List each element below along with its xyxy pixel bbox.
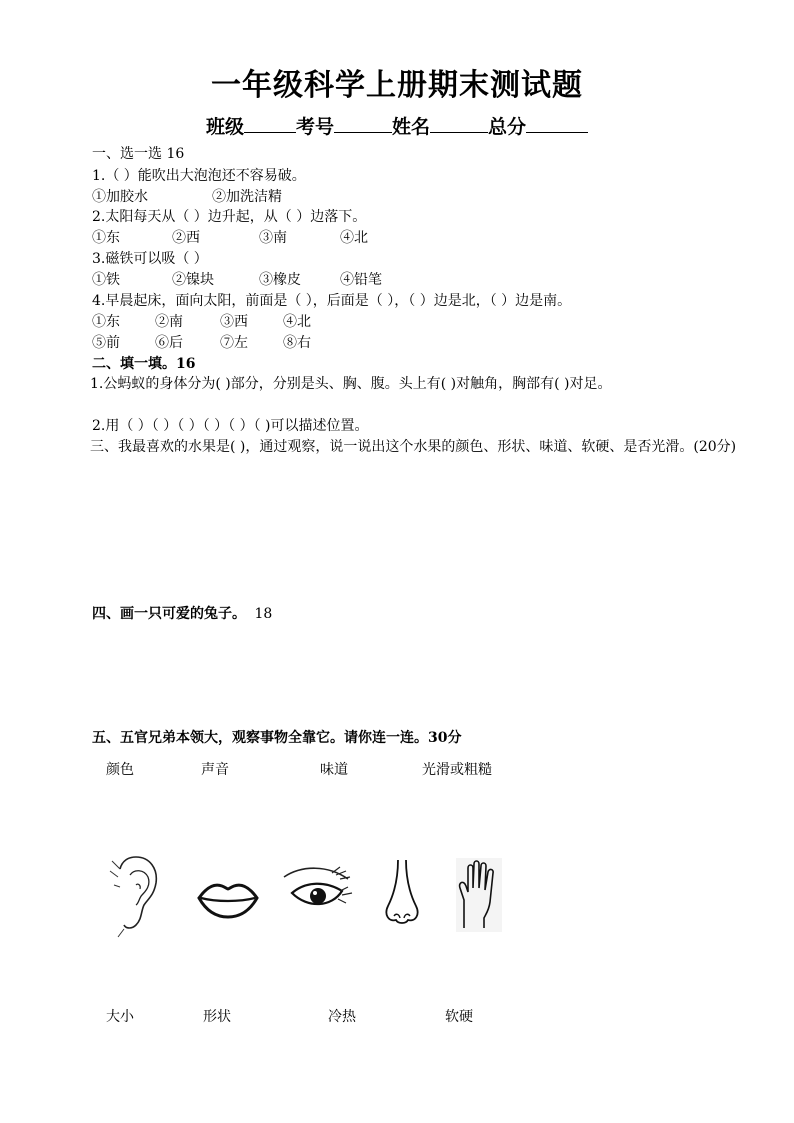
top-label-taste[interactable]: 味道: [320, 762, 348, 778]
q2-option-1[interactable]: ①东: [92, 230, 120, 246]
q3-text: 3.磁铁可以吸（ ）: [92, 251, 208, 267]
q4-option-3[interactable]: ③西: [220, 314, 248, 330]
top-label-sound[interactable]: 声音: [201, 762, 229, 778]
class-blank[interactable]: [244, 114, 296, 133]
q2-option-2[interactable]: ②西: [172, 230, 200, 246]
q2-option-3[interactable]: ③南: [259, 230, 287, 246]
hand-icon[interactable]: [456, 858, 502, 932]
s2-q1-text: 1.公蚂蚁的身体分为( )部分，分别是头、胸、腹。头上有( )对触角，胸部有( )对足。: [90, 376, 612, 392]
bottom-label-size[interactable]: 大小: [106, 1009, 134, 1025]
q3-option-3[interactable]: ③橡皮: [259, 272, 301, 288]
total-blank[interactable]: [526, 114, 588, 133]
section2-heading: 二、填一填。16: [92, 356, 196, 372]
q4-option-8[interactable]: ⑧右: [283, 335, 311, 351]
student-info-row: [0, 112, 794, 139]
top-label-smooth-rough[interactable]: 光滑或粗糙: [422, 762, 492, 778]
name-label: 姓名: [392, 116, 431, 138]
page-title: 一年级科学上册期末测试题: [211, 68, 583, 103]
q3-option-4[interactable]: ④铅笔: [340, 272, 382, 288]
q1-option-1[interactable]: ①加胶水: [92, 189, 148, 205]
q2-option-4[interactable]: ④北: [340, 230, 368, 246]
bottom-label-temperature[interactable]: 冷热: [328, 1009, 356, 1025]
q3-option-2[interactable]: ②镍块: [172, 272, 214, 288]
q3-option-1[interactable]: ①铁: [92, 272, 120, 288]
top-label-color[interactable]: 颜色: [106, 762, 134, 778]
q1-option-2[interactable]: ②加洗洁精: [212, 189, 282, 205]
eye-icon[interactable]: [282, 863, 354, 919]
section1-heading: 一、选一选 16: [92, 146, 185, 162]
class-label: 班级: [205, 116, 244, 138]
q4-option-7[interactable]: ⑦左: [220, 335, 248, 351]
section4-heading: 四、画一只可爱的兔子。: [92, 606, 246, 622]
q4-option-6[interactable]: ⑥后: [155, 335, 183, 351]
q4-option-5[interactable]: ⑤前: [92, 335, 120, 351]
exam-no-blank[interactable]: [334, 114, 392, 133]
total-label: 总分: [488, 116, 527, 138]
q4-option-1[interactable]: ①东: [92, 314, 120, 330]
section4-heading-row: [92, 604, 272, 624]
bottom-label-hardness[interactable]: 软硬: [445, 1009, 473, 1025]
q4-text: 4.早晨起床，面向太阳，前面是（ ），后面是（ ），（ ）边是北，（ ）边是南。: [92, 293, 572, 309]
q1-text: 1.（ ）能吹出大泡泡还不容易破。: [92, 168, 306, 184]
s2-q2-text: 2.用（ ）（ ）（ ）（ ）（ ）（ )可以描述位置。: [92, 418, 369, 434]
lips-icon[interactable]: [196, 880, 260, 920]
exam-no-label: 考号: [295, 116, 334, 138]
q4-option-4[interactable]: ④北: [283, 314, 311, 330]
bottom-label-shape[interactable]: 形状: [203, 1009, 231, 1025]
section3-text: 三、我最喜欢的水果是( )，通过观察，说一说出这个水果的颜色、形状、味道、软硬、是否光滑。(20分): [90, 439, 737, 455]
ear-icon[interactable]: [108, 855, 164, 939]
q4-option-2[interactable]: ②南: [155, 314, 183, 330]
section4-score: 18: [254, 606, 273, 622]
nose-icon[interactable]: [382, 858, 422, 928]
q2-text: 2.太阳每天从（ ）边升起，从（ ）边落下。: [92, 209, 367, 225]
name-blank[interactable]: [430, 114, 488, 133]
section5-heading: 五、五官兄弟本领大，观察事物全靠它。请你连一连。30分: [92, 730, 462, 746]
